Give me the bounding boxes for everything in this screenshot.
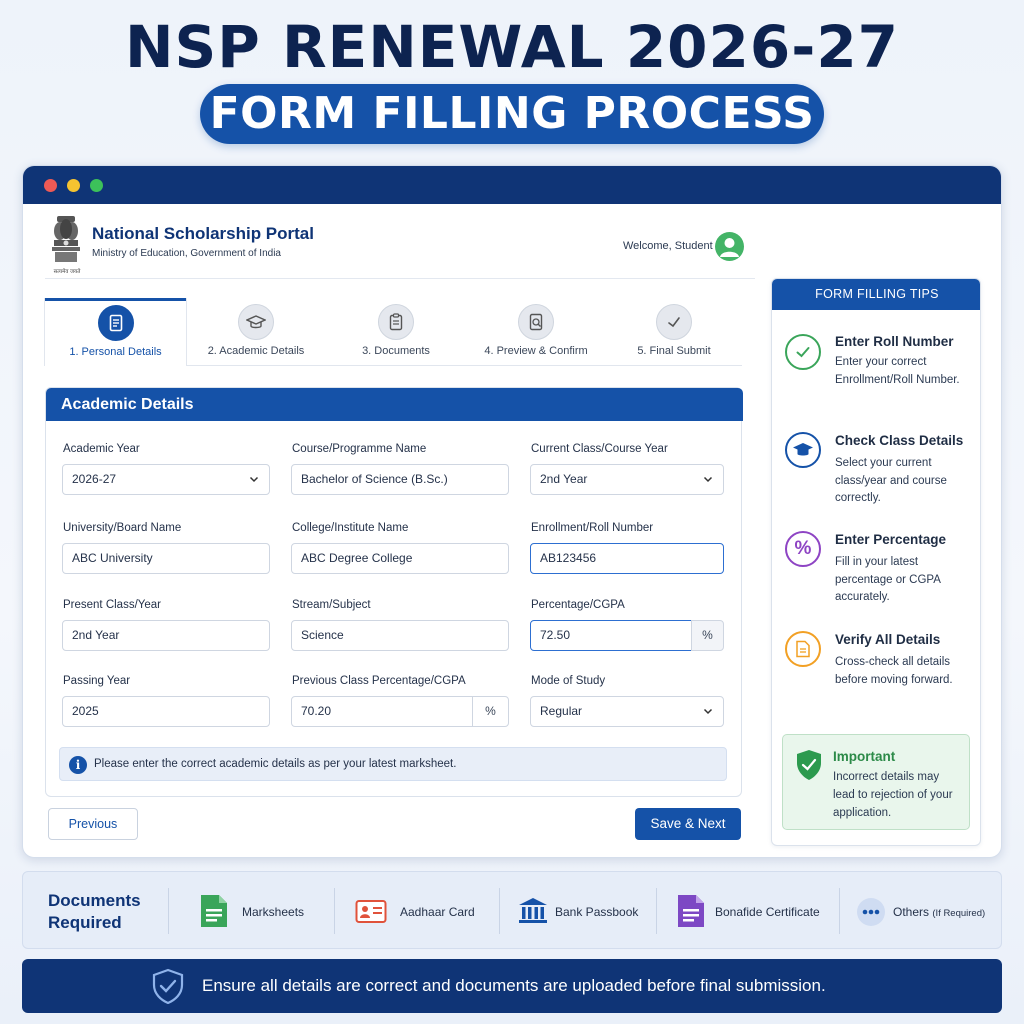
current-class-label: Current Class/Course Year <box>531 443 668 455</box>
mode-of-study-label: Mode of Study <box>531 675 606 687</box>
college-label: College/Institute Name <box>292 522 409 534</box>
form-stepper <box>45 298 742 366</box>
doc-label: Marksheets <box>242 905 305 919</box>
step-label: 5. Final Submit <box>637 345 711 357</box>
user-avatar-icon[interactable] <box>715 232 744 261</box>
info-note-text: Please enter the correct academic details as per your latest marksheet. <box>94 758 457 770</box>
clipboard-icon <box>378 304 414 340</box>
course-name-input[interactable]: Bachelor of Science (B.Sc.) <box>291 464 509 495</box>
university-label: University/Board Name <box>63 522 182 534</box>
percentage-unit: % <box>691 620 724 651</box>
portal-ministry: Ministry of Education, Government of India <box>92 248 281 259</box>
section-header <box>46 388 743 421</box>
info-icon: i <box>69 756 87 774</box>
step-final-submit[interactable] <box>606 298 742 366</box>
portal-name: National Scholarship Portal <box>92 224 314 243</box>
college-input[interactable]: ABC Degree College <box>291 543 509 574</box>
academic-year-select[interactable]: 2026-27 <box>62 464 270 495</box>
enrollment-label: Enrollment/Roll Number <box>531 522 654 534</box>
close-window-dot[interactable] <box>44 179 57 192</box>
divider <box>168 888 169 934</box>
stream-label: Stream/Subject <box>292 599 371 611</box>
emblem-motto: सत्यमेव जयते <box>53 269 81 275</box>
current-class-select[interactable]: 2nd Year <box>530 464 724 495</box>
tips-panel <box>771 278 981 846</box>
prev-percentage-input[interactable]: 70.20 % <box>291 696 509 727</box>
doc-bank-passbook <box>517 872 657 950</box>
page-headline: NSP RENEWAL 2026-27 <box>124 13 900 81</box>
step-label: 4. Preview & Confirm <box>484 345 588 357</box>
tip-desc: Enter your correct Enrollment/Roll Number. <box>835 356 960 386</box>
final-submission-banner <box>22 959 1002 1013</box>
doc-label: Bank Passbook <box>555 905 639 919</box>
important-title: Important <box>833 749 896 764</box>
prev-percentage-label: Previous Class Percentage/CGPA <box>292 675 466 687</box>
academic-year-label: Academic Year <box>63 443 140 455</box>
divider <box>334 888 335 934</box>
graduation-cap-icon <box>238 304 274 340</box>
step-personal-details[interactable] <box>45 298 186 366</box>
section-title: Academic Details <box>61 396 194 413</box>
tips-heading: FORM FILLING TIPS <box>772 279 981 310</box>
info-note <box>59 747 727 781</box>
step-academic-details[interactable] <box>186 298 326 366</box>
preview-icon <box>518 304 554 340</box>
course-name-label: Course/Programme Name <box>292 443 427 455</box>
previous-button[interactable]: Previous <box>48 808 138 840</box>
step-documents[interactable] <box>326 298 466 366</box>
check-icon <box>656 304 692 340</box>
divider <box>499 888 500 934</box>
graduation-cap-icon <box>785 432 821 468</box>
document-icon <box>98 305 134 341</box>
mode-of-study-select[interactable]: Regular <box>530 696 724 727</box>
chevron-down-icon <box>703 474 713 484</box>
tip-title: Verify All Details <box>835 632 941 647</box>
percentage-input[interactable]: 72.50 <box>530 620 692 651</box>
present-class-label: Present Class/Year <box>63 599 162 611</box>
minimize-window-dot[interactable] <box>67 179 80 192</box>
doc-aadhaar <box>355 872 505 950</box>
chevron-down-icon <box>703 706 713 716</box>
tip-desc: Select your current class/year and course correctly. <box>835 457 947 504</box>
step-label: 3. Documents <box>362 345 430 357</box>
welcome-text: Welcome, Student <box>623 240 713 252</box>
stream-input[interactable]: Science <box>291 620 509 651</box>
tip-desc: Cross-check all details before moving forward. <box>835 656 953 686</box>
doc-label: Bonafide Certificate <box>715 905 820 919</box>
step-label: 2. Academic Details <box>207 345 305 357</box>
documents-required-strip <box>22 871 1002 949</box>
present-class-input[interactable]: 2nd Year <box>62 620 270 651</box>
doc-label: Others (If Required) <box>893 905 986 919</box>
id-card-icon <box>355 894 387 928</box>
sheet-icon <box>198 894 230 928</box>
maximize-window-dot[interactable] <box>90 179 103 192</box>
document-icon <box>785 631 821 667</box>
doc-label: Aadhaar Card <box>400 905 475 919</box>
passing-year-input[interactable]: 2025 <box>62 696 270 727</box>
doc-others <box>857 872 997 950</box>
check-circle-icon <box>785 334 821 370</box>
header-divider <box>45 278 755 279</box>
shield-check-icon <box>795 749 823 781</box>
step-label: 1. Personal Details <box>69 346 162 358</box>
emblem-icon <box>49 214 83 272</box>
tip-title: Check Class Details <box>835 433 964 448</box>
more-icon <box>857 898 885 926</box>
shield-check-icon <box>150 968 186 1004</box>
university-input[interactable]: ABC University <box>62 543 270 574</box>
window-titlebar <box>23 166 1002 204</box>
doc-marksheets <box>198 872 333 950</box>
bank-icon <box>517 894 549 928</box>
passing-year-label: Passing Year <box>63 675 131 687</box>
divider <box>656 888 657 934</box>
banner-text: Ensure all details are correct and documents are uploaded before final submission. <box>202 976 826 995</box>
doc-bonafide <box>675 872 835 950</box>
save-next-button[interactable]: Save & Next <box>635 808 741 840</box>
step-preview-confirm[interactable] <box>466 298 606 366</box>
prev-percentage-unit: % <box>472 697 508 726</box>
percent-icon: % <box>785 531 821 567</box>
percentage-label: Percentage/CGPA <box>531 599 625 611</box>
enrollment-input[interactable]: AB123456 <box>530 543 724 574</box>
tip-title: Enter Roll Number <box>835 334 954 349</box>
certificate-icon <box>675 894 707 928</box>
page-subheadline: FORM FILLING PROCESS <box>200 84 824 144</box>
tip-desc: Fill in your latest percentage or CGPA accurately. <box>835 556 941 603</box>
important-notice <box>782 734 970 830</box>
divider <box>839 888 840 934</box>
tip-title: Enter Percentage <box>835 532 947 547</box>
documents-heading: Documents Required <box>48 891 141 932</box>
important-desc: Incorrect details may lead to rejection of your application. <box>833 771 953 819</box>
chevron-down-icon <box>249 474 259 484</box>
